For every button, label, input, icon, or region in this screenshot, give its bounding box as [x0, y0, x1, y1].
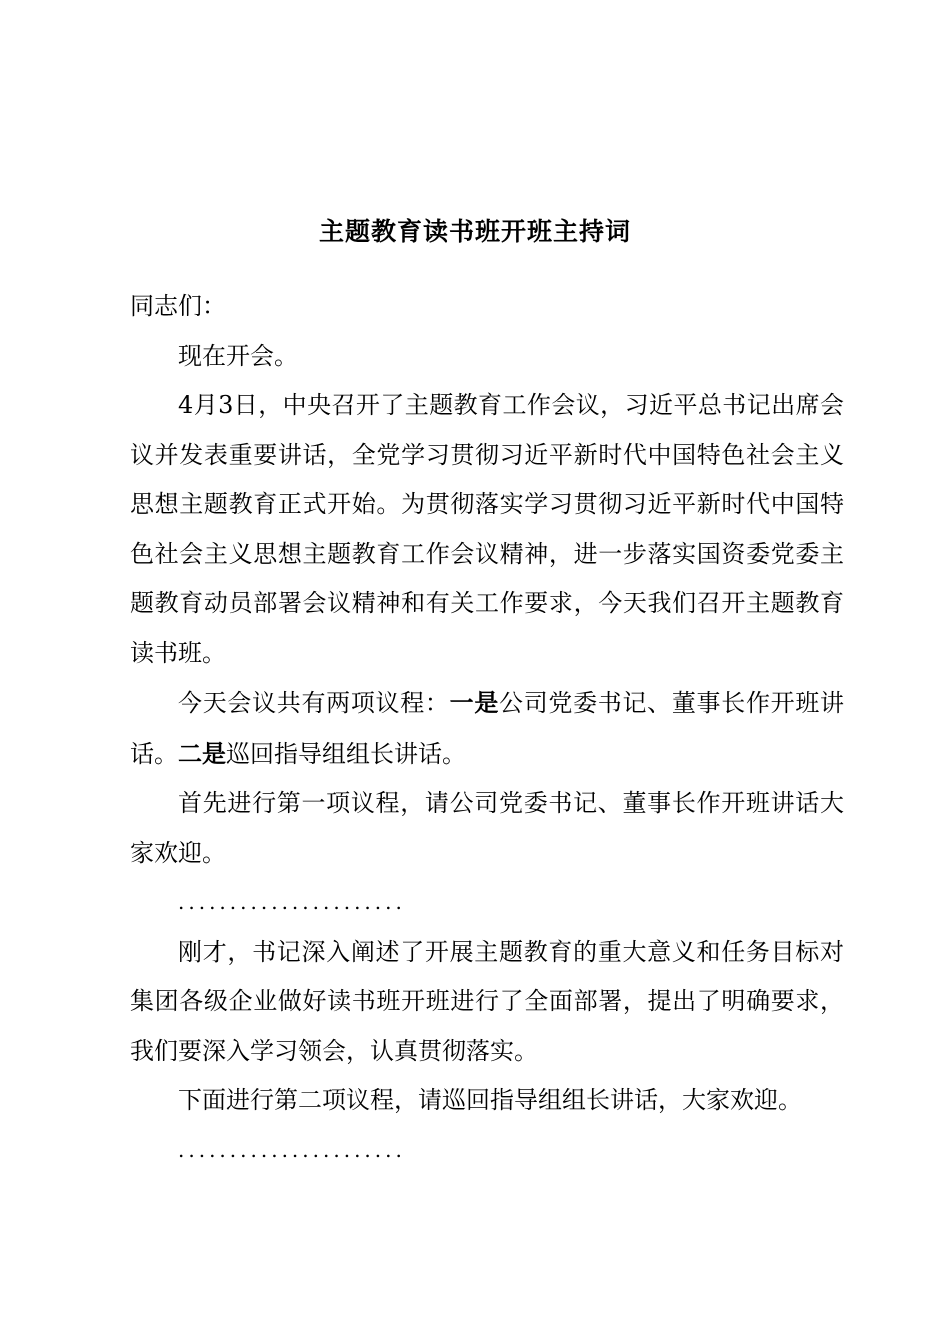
- paragraph-agenda: [130, 678, 844, 779]
- paragraph-background: 4月3日，中央召开了主题教育工作会议，习近平总书记出席会议并发表重要讲话，全党学习贯彻习近平新时代中国特色社会主义思想主题教育正式开始。为贯彻落实学习贯彻习近平新时代中国特色社会主义思想主题教育工作会议精神，进一步落实国资委党委主题教育动员部署会议精神和有关工作要求，今天我们召开主题教育读书班。: [130, 391, 844, 667]
- agenda-intro: 今天会议共有两项议程：: [178, 689, 450, 717]
- paragraph-summary: 刚才，书记深入阐述了开展主题教育的重大意义和任务目标对集团各级企业做好读书班开班进行了全面部署，提出了明确要求，我们要深入学习领会，认真贯彻落实。: [130, 937, 844, 1065]
- agenda-first-item: 公司党委书记、董事长作开班讲话。: [130, 689, 845, 768]
- document-body: [130, 282, 844, 1175]
- agenda-second-item: 巡回指导组组长讲话。: [226, 739, 466, 768]
- paragraph-first-item: 首先进行第一项议程，请公司党委书记、董事长作开班讲话大家欢迎。: [130, 789, 844, 867]
- ellipsis-divider-2: ......................: [178, 1137, 406, 1162]
- agenda-second-marker: 二是: [178, 738, 226, 768]
- document-title: 主题教育读书班开班主持词: [318, 217, 631, 246]
- paragraph-opening: 现在开会。: [178, 341, 298, 370]
- greeting: 同志们：: [130, 292, 226, 320]
- agenda-first-marker: 一是: [449, 688, 500, 717]
- paragraph-second-item: 下面进行第二项议程，请巡回指导组组长讲话，大家欢迎。: [178, 1086, 802, 1114]
- ellipsis-divider-1: ......................: [178, 890, 406, 914]
